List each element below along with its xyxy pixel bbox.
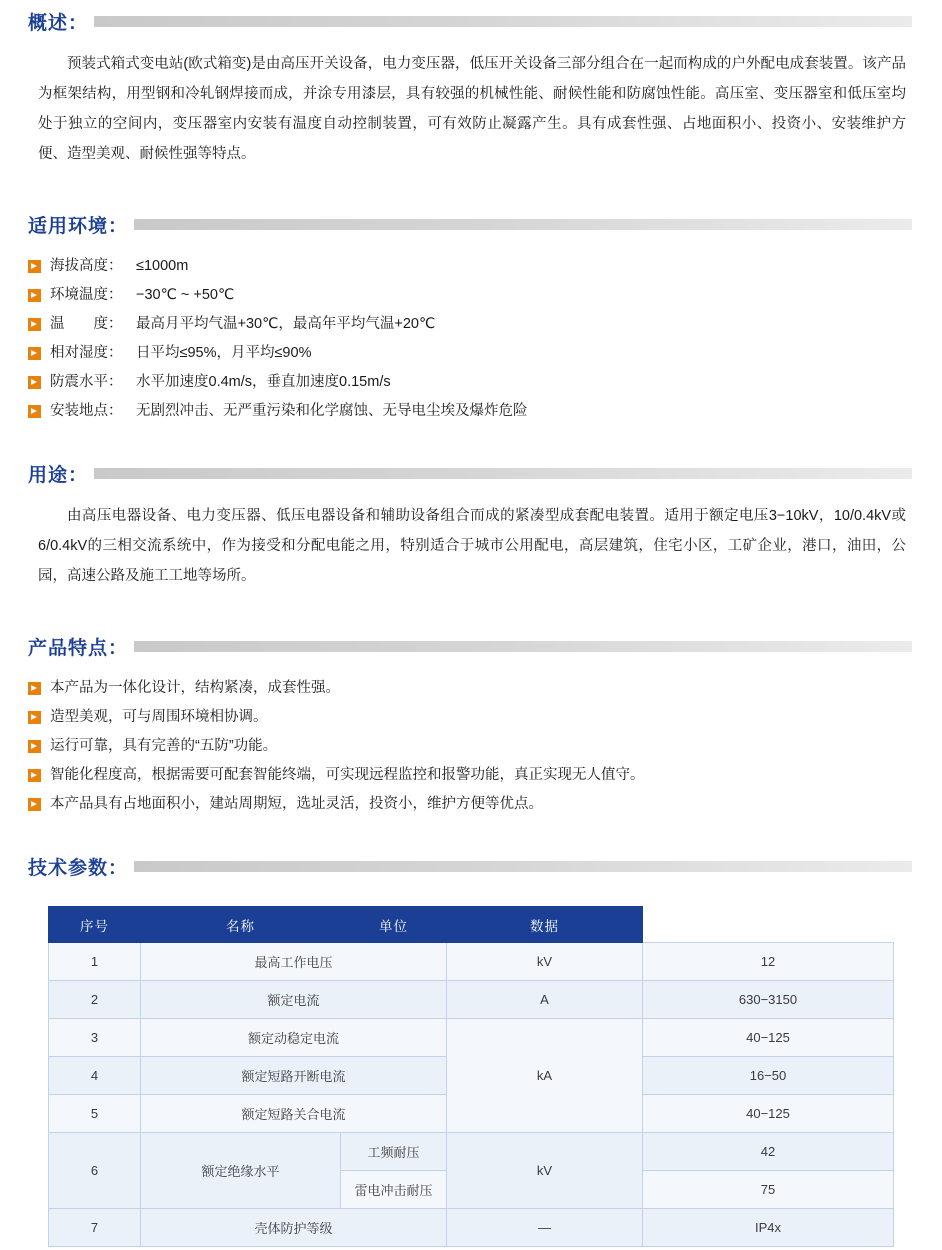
header-rule — [134, 641, 912, 652]
cell-data: 40−125 — [643, 1095, 894, 1133]
arrow-bullet-icon — [28, 289, 41, 302]
overview-paragraph: 预装式箱式变电站(欧式箱变)是由高压开关设备，电力变压器，低压开关设备三部分组合在一起而构成的户外配电成套装置。该产品为框架结构，用型钢和冷轧钢焊接而成，并涂专用漆层，具有较强的机械性能、耐候性能和防腐蚀性能。高压室、变压器室和低压室均处于独立的空间内，变压器室内安装有温度自动控制装置，可有效防止凝露产生。具有成套性强、占地面积小、投资小、安装维护方便、造型美观、耐候性强等特点。 — [38, 56, 906, 162]
cell-name-group: 额定绝缘水平 — [141, 1133, 341, 1209]
cell-data: 75 — [643, 1171, 894, 1209]
list-item-text — [50, 397, 942, 426]
arrow-bullet-icon — [28, 682, 41, 695]
section-title-features: 产品特点： — [28, 638, 129, 659]
cell-name: 额定短路开断电流 — [141, 1057, 447, 1095]
cell-data: 42 — [643, 1133, 894, 1171]
list-item — [28, 674, 942, 703]
arrow-bullet-icon — [28, 347, 41, 360]
list-item-text — [50, 281, 942, 310]
arrow-bullet-icon — [28, 711, 41, 724]
list-item — [28, 252, 942, 281]
list-item-value: 日平均≤95%，月平均≤90% — [136, 345, 312, 361]
table-row — [49, 1019, 894, 1057]
cell-data: 40−125 — [643, 1019, 894, 1057]
cell-data: 12 — [643, 943, 894, 981]
header-rule — [134, 861, 912, 872]
cell-no: 2 — [49, 981, 141, 1019]
list-item — [28, 310, 942, 339]
list-item — [28, 397, 942, 426]
list-item-text — [50, 310, 942, 339]
section-title-specs: 技术参数： — [28, 858, 129, 879]
list-item-label: 相对湿度： — [50, 345, 123, 361]
table-row — [49, 943, 894, 981]
section-title-usage: 用途： — [28, 465, 89, 486]
header-rule — [134, 219, 912, 230]
list-item — [28, 368, 942, 397]
list-item-value: 无剧烈冲击、无严重污染和化学腐蚀、无导电尘埃及爆炸危险 — [136, 403, 528, 419]
cell-name: 额定短路关合电流 — [141, 1095, 447, 1133]
usage-paragraph: 由高压电器设备、电力变压器、低压电器设备和辅助设备组合而成的紧凑型成套配电装置。适用于额定电压3−10kV，10/0.4kV或6/0.4kV的三相交流系统中，作为接受和分配电能之用，特别适合于城市公用配电，高层建筑，住宅小区，工矿企业，港口，油田，公园，高速公路及施工工地等场所。 — [38, 508, 906, 584]
spec-table-wrapper — [48, 906, 894, 1247]
list-item-label: 防震水平： — [50, 374, 123, 390]
column-header-unit: 单位 — [341, 907, 447, 943]
arrow-bullet-icon — [28, 376, 41, 389]
cell-name: 工频耐压 — [341, 1133, 447, 1171]
table-row — [49, 1133, 894, 1171]
list-item-text: 本产品为一体化设计，结构紧凑，成套性强。 — [50, 680, 340, 696]
cell-no: 5 — [49, 1095, 141, 1133]
cell-unit: — — [447, 1209, 643, 1247]
column-header-no: 序号 — [49, 907, 141, 943]
list-item — [28, 732, 942, 761]
list-item-text — [50, 368, 942, 397]
cell-name: 额定电流 — [141, 981, 447, 1019]
environment-list — [28, 252, 942, 426]
list-item-text: 本产品具有占地面积小，建站周期短，选址灵活，投资小，维护方便等优点。 — [50, 796, 543, 812]
section-title-overview: 概述： — [28, 13, 89, 34]
cell-no: 6 — [49, 1133, 141, 1209]
features-list — [28, 674, 942, 819]
list-item — [28, 281, 942, 310]
cell-data: IP4x — [643, 1209, 894, 1247]
list-item-text: 造型美观，可与周围环境相协调。 — [50, 709, 268, 725]
list-item-text — [50, 252, 942, 281]
list-item-value: 水平加速度0.4m/s，垂直加速度0.15m/s — [136, 374, 391, 390]
arrow-bullet-icon — [28, 260, 41, 273]
cell-no: 1 — [49, 943, 141, 981]
list-item-value: −30℃ ~ +50℃ — [136, 287, 235, 303]
section-header-features — [28, 625, 942, 660]
arrow-bullet-icon — [28, 798, 41, 811]
arrow-bullet-icon — [28, 740, 41, 753]
section-header-overview — [28, 0, 942, 35]
list-item-label: 温 度： — [50, 316, 123, 332]
cell-no: 3 — [49, 1019, 141, 1057]
cell-data: 630−3150 — [643, 981, 894, 1019]
cell-unit: kV — [447, 943, 643, 981]
section-header-usage — [28, 452, 942, 487]
column-header-data: 数据 — [447, 907, 643, 943]
cell-unit: kA — [447, 1019, 643, 1133]
list-item — [28, 703, 942, 732]
section-header-environment — [28, 203, 942, 238]
list-item-label: 环境温度： — [50, 287, 123, 303]
spec-table — [48, 906, 894, 1247]
arrow-bullet-icon — [28, 405, 41, 418]
table-row — [49, 981, 894, 1019]
column-header-name: 名称 — [141, 907, 341, 943]
list-item-text: 智能化程度高，根据需要可配套智能终端，可实现远程监控和报警功能，真正实现无人值守。 — [50, 767, 645, 783]
list-item-text — [50, 339, 942, 368]
table-header-row — [49, 907, 894, 943]
cell-unit: A — [447, 981, 643, 1019]
header-rule — [94, 468, 912, 479]
list-item — [28, 790, 942, 819]
section-title-environment: 适用环境： — [28, 216, 129, 237]
cell-name: 最高工作电压 — [141, 943, 447, 981]
list-item-label: 海拔高度： — [50, 258, 123, 274]
cell-name: 壳体防护等级 — [141, 1209, 447, 1247]
cell-no: 7 — [49, 1209, 141, 1247]
cell-data: 16−50 — [643, 1057, 894, 1095]
list-item-label: 安装地点： — [50, 403, 123, 419]
header-rule — [94, 16, 912, 27]
cell-name: 额定动稳定电流 — [141, 1019, 447, 1057]
section-header-specs — [28, 845, 942, 880]
table-row — [49, 1209, 894, 1247]
list-item-value: ≤1000m — [136, 258, 189, 274]
arrow-bullet-icon — [28, 769, 41, 782]
list-item-value: 最高月平均气温+30℃，最高年平均气温+20℃ — [136, 316, 436, 332]
cell-name: 雷电冲击耐压 — [341, 1171, 447, 1209]
list-item — [28, 761, 942, 790]
list-item-text: 运行可靠，具有完善的“五防”功能。 — [50, 738, 278, 754]
cell-no: 4 — [49, 1057, 141, 1095]
arrow-bullet-icon — [28, 318, 41, 331]
cell-unit: kV — [447, 1133, 643, 1209]
list-item — [28, 339, 942, 368]
